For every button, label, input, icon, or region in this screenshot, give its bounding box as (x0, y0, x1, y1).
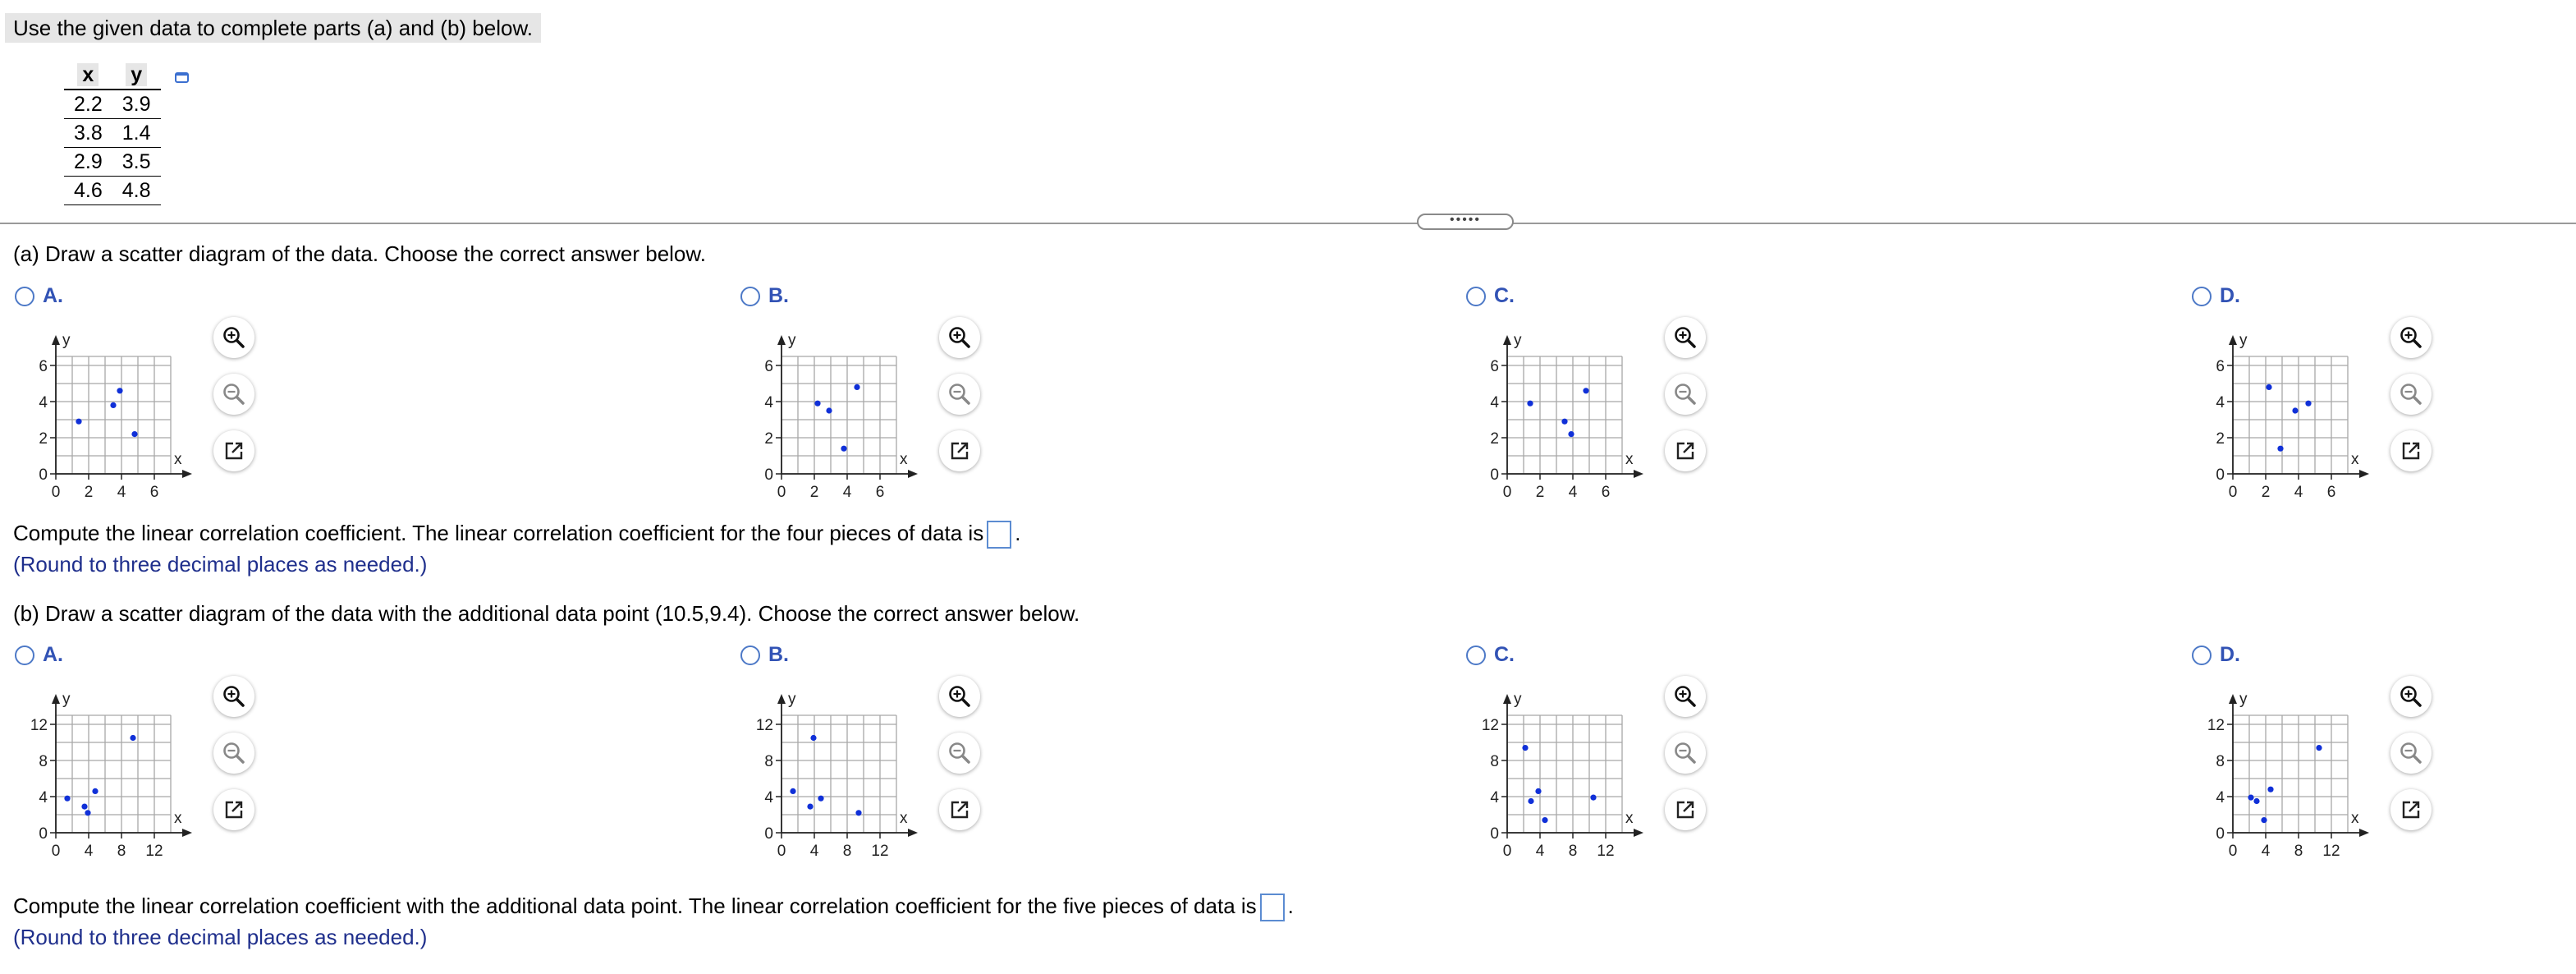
x-axis-arrow (182, 470, 192, 478)
answer-option-a-a[interactable] (15, 284, 261, 518)
scatter-plot-b-b (740, 676, 946, 865)
open-graph-button[interactable] (939, 789, 980, 830)
open-graph-button[interactable] (1665, 789, 1706, 830)
open-graph-button[interactable] (2390, 789, 2432, 830)
x-tick-label: 0 (2228, 484, 2238, 501)
y-tick-label: 4 (2216, 789, 2225, 806)
part-b-compute-text (13, 894, 1294, 921)
zoom-out-button[interactable] (213, 733, 254, 774)
data-point (2305, 401, 2311, 407)
x-axis-arrow (1634, 829, 1643, 837)
y-axis-label: y (62, 691, 71, 708)
y-tick-label: 0 (2216, 466, 2225, 484)
option-radio-button[interactable] (740, 646, 760, 665)
y-tick-label: 0 (39, 825, 48, 843)
answer-option-b-b[interactable] (740, 643, 987, 877)
data-point (818, 796, 823, 802)
external-link-icon (1673, 797, 1698, 822)
x-tick-label: 0 (777, 843, 786, 860)
zoom-out-button[interactable] (1665, 733, 1706, 774)
option-header[interactable] (1466, 284, 1712, 308)
x-axis-label: x (174, 451, 182, 468)
x-axis-arrow (1634, 470, 1643, 478)
zoom-in-icon (947, 325, 972, 350)
zoom-out-icon (222, 382, 246, 407)
x-tick-label: 4 (1568, 484, 1578, 501)
answer-option-a-b[interactable] (740, 284, 987, 518)
zoom-in-icon (2399, 325, 2423, 350)
zoom-in-button[interactable] (939, 676, 980, 717)
data-point (2292, 407, 2298, 413)
y-tick-label: 8 (1490, 753, 1499, 770)
x-tick-label: 2 (809, 484, 819, 501)
option-header[interactable] (740, 643, 987, 667)
data-point (110, 402, 116, 408)
answer-option-a-d[interactable] (2192, 284, 2438, 518)
external-link-icon (222, 797, 246, 822)
part-a-answer-input[interactable] (987, 521, 1011, 549)
zoom-in-icon (222, 684, 246, 709)
zoom-out-icon (2399, 382, 2423, 407)
y-tick-label: 2 (764, 430, 773, 448)
x-axis-label: x (900, 810, 908, 827)
x-tick-label: 2 (2261, 484, 2271, 501)
y-tick-label: 6 (764, 358, 773, 375)
y-axis-label: y (1514, 691, 1522, 708)
open-graph-button[interactable] (213, 789, 254, 830)
data-point (81, 804, 87, 810)
open-graph-button[interactable] (2390, 430, 2432, 471)
zoom-out-icon (222, 741, 246, 765)
part-a-compute-text (13, 521, 1020, 549)
data-point (2316, 745, 2322, 751)
x-tick-label: 4 (84, 843, 94, 860)
y-tick-label: 4 (39, 789, 48, 806)
data-point (855, 810, 861, 815)
option-header[interactable] (15, 284, 261, 308)
data-point (76, 419, 81, 425)
open-graph-button[interactable] (1665, 430, 1706, 471)
x-axis-label: x (174, 810, 182, 827)
part-b-compute-label: Compute the linear correlation coefficient with the additional data point. The linear correlation coefficient for the five pieces of data is (13, 894, 1257, 918)
option-letter: B. (768, 643, 789, 666)
option-radio-button[interactable] (2192, 646, 2212, 665)
y-tick-label: 12 (30, 717, 48, 734)
table-cell: 3.8 (64, 119, 112, 148)
x-tick-label: 4 (117, 484, 126, 501)
y-axis-label: y (788, 332, 796, 349)
data-point (2277, 446, 2283, 452)
data-table (64, 61, 161, 205)
zoom-out-button[interactable] (939, 374, 980, 415)
zoom-out-icon (947, 741, 972, 765)
data-point (1568, 431, 1574, 437)
table-row (64, 90, 161, 119)
zoom-in-button[interactable] (1665, 676, 1706, 717)
y-tick-label: 0 (1490, 825, 1499, 843)
data-point (2248, 795, 2253, 801)
x-tick-label: 4 (842, 484, 852, 501)
option-header[interactable] (15, 643, 261, 667)
x-tick-label: 6 (149, 484, 159, 501)
zoom-out-icon (2399, 741, 2423, 765)
scatter-plot-b-c (1466, 676, 1671, 865)
scatter-plot-b-d (2192, 676, 2397, 865)
y-tick-label: 12 (1481, 717, 1499, 734)
x-tick-label: 0 (1502, 484, 1512, 501)
data-point (64, 796, 70, 802)
option-header[interactable] (740, 284, 987, 308)
x-tick-label: 6 (1601, 484, 1611, 501)
zoom-out-button[interactable] (1665, 374, 1706, 415)
zoom-in-button[interactable] (213, 317, 254, 358)
y-tick-label: 4 (1490, 394, 1499, 411)
table-cell: 4.6 (64, 177, 112, 205)
y-tick-label: 4 (764, 789, 773, 806)
option-header[interactable] (2192, 643, 2438, 667)
data-point (1590, 795, 1596, 801)
table-header-x: x (64, 61, 112, 90)
copy-data-icon[interactable] (172, 67, 194, 89)
zoom-out-icon (1673, 741, 1698, 765)
x-tick-label: 4 (2294, 484, 2303, 501)
data-point (854, 384, 859, 390)
x-tick-label: 6 (875, 484, 885, 501)
x-tick-label: 12 (145, 843, 163, 860)
y-axis-arrow (2229, 335, 2237, 345)
option-letter: A. (43, 643, 63, 666)
zoom-in-button[interactable] (1665, 317, 1706, 358)
y-axis-arrow (777, 335, 786, 345)
table-row (64, 148, 161, 177)
option-header[interactable] (2192, 284, 2438, 308)
y-tick-label: 4 (39, 394, 48, 411)
table-cell: 2.2 (64, 90, 112, 119)
part-b-prompt: (b) Draw a scatter diagram of the data with the additional data point (10.5,9.4). Choose the correct answer below. (13, 601, 1080, 626)
x-tick-label: 4 (2261, 843, 2271, 860)
x-axis-arrow (182, 829, 192, 837)
x-tick-label: 0 (777, 484, 786, 501)
y-tick-label: 4 (1490, 789, 1499, 806)
zoom-in-button[interactable] (939, 317, 980, 358)
x-tick-label: 12 (1597, 843, 1615, 860)
external-link-icon (1673, 439, 1698, 463)
part-a-compute-label: Compute the linear correlation coefficient. The linear correlation coefficient for the four pieces of data is (13, 521, 984, 545)
y-tick-label: 2 (2216, 430, 2225, 448)
x-axis-label: x (1625, 810, 1634, 827)
x-axis-arrow (908, 829, 918, 837)
part-b-answer-input[interactable] (1260, 894, 1285, 921)
x-axis-label: x (1625, 451, 1634, 468)
table-cell: 4.8 (112, 177, 161, 205)
y-tick-label: 6 (2216, 358, 2225, 375)
y-tick-label: 0 (764, 466, 773, 484)
data-point (1535, 788, 1541, 794)
scatter-plot-a-b (740, 317, 946, 506)
scatter-plot-a-d (2192, 317, 2397, 506)
data-point (117, 388, 122, 393)
scatter-plot-b-a (15, 676, 220, 865)
x-tick-label: 4 (1535, 843, 1545, 860)
open-graph-button[interactable] (939, 430, 980, 471)
data-point (92, 788, 98, 794)
x-tick-label: 4 (809, 843, 819, 860)
y-axis-label: y (62, 332, 71, 349)
section-divider (0, 223, 2576, 224)
x-axis-arrow (2359, 470, 2369, 478)
x-tick-label: 8 (1568, 843, 1578, 860)
option-letter: B. (768, 284, 789, 307)
data-point (85, 810, 90, 815)
y-axis-label: y (2239, 332, 2248, 349)
zoom-in-icon (2399, 684, 2423, 709)
x-axis-label: x (900, 451, 908, 468)
y-axis-label: y (788, 691, 796, 708)
zoom-out-button[interactable] (939, 733, 980, 774)
table-header-y: y (112, 61, 161, 90)
data-point (790, 788, 795, 794)
y-axis-label: y (2239, 691, 2248, 708)
y-axis-arrow (52, 335, 60, 345)
zoom-in-button[interactable] (2390, 317, 2432, 358)
part-b-compute-end: . (1287, 894, 1294, 918)
data-point (2253, 798, 2259, 804)
x-tick-label: 12 (2322, 843, 2340, 860)
external-link-icon (222, 439, 246, 463)
part-a-hint: (Round to three decimal places as needed.) (13, 552, 428, 577)
open-graph-button[interactable] (213, 430, 254, 471)
external-link-icon (947, 439, 972, 463)
zoom-out-button[interactable] (213, 374, 254, 415)
x-tick-label: 8 (2294, 843, 2303, 860)
zoom-in-icon (947, 684, 972, 709)
y-tick-label: 4 (764, 394, 773, 411)
data-point (1528, 798, 1533, 804)
data-point (1561, 419, 1567, 425)
y-tick-label: 6 (1490, 358, 1499, 375)
x-tick-label: 0 (51, 843, 61, 860)
data-point (2261, 817, 2267, 823)
y-axis-label: y (1514, 332, 1522, 349)
y-tick-label: 6 (39, 358, 48, 375)
data-point (810, 735, 816, 741)
external-link-icon (2399, 439, 2423, 463)
x-axis-arrow (2359, 829, 2369, 837)
table-cell: 3.9 (112, 90, 161, 119)
data-point (1542, 817, 1547, 823)
option-radio-button[interactable] (2192, 287, 2212, 306)
y-axis-arrow (1503, 335, 1511, 345)
answer-option-b-a[interactable] (15, 643, 261, 877)
table-cell: 2.9 (64, 148, 112, 177)
external-link-icon (2399, 797, 2423, 822)
y-axis-arrow (2229, 694, 2237, 704)
y-tick-label: 0 (2216, 825, 2225, 843)
x-tick-label: 2 (1535, 484, 1545, 501)
data-point (1527, 401, 1533, 407)
x-axis-label: x (2351, 451, 2359, 468)
zoom-in-button[interactable] (213, 676, 254, 717)
y-axis-arrow (777, 694, 786, 704)
data-point (2267, 787, 2273, 793)
y-tick-label: 0 (764, 825, 773, 843)
x-tick-label: 2 (84, 484, 94, 501)
option-letter: A. (43, 284, 63, 307)
table-cell: 1.4 (112, 119, 161, 148)
instruction-text: Use the given data to complete parts (a) and (b) below. (5, 13, 541, 43)
y-tick-label: 8 (764, 753, 773, 770)
x-tick-label: 6 (2326, 484, 2336, 501)
y-tick-label: 2 (39, 430, 48, 448)
data-point (814, 401, 820, 407)
option-header[interactable] (1466, 643, 1712, 667)
x-tick-label: 0 (2228, 843, 2238, 860)
zoom-out-button[interactable] (2390, 733, 2432, 774)
zoom-out-icon (1673, 382, 1698, 407)
data-point (131, 431, 137, 437)
part-b-hint: (Round to three decimal places as needed.) (13, 925, 428, 949)
data-point (807, 804, 813, 810)
y-axis-arrow (1503, 694, 1511, 704)
resize-handle[interactable]: ••••• (1417, 214, 1514, 230)
data-point (1522, 745, 1528, 751)
y-tick-label: 12 (2207, 717, 2225, 734)
option-radio-button[interactable] (15, 646, 34, 665)
answer-option-a-c[interactable] (1466, 284, 1712, 518)
answer-option-b-d[interactable] (2192, 643, 2438, 877)
x-tick-label: 8 (842, 843, 852, 860)
zoom-in-icon (222, 325, 246, 350)
x-tick-label: 0 (1502, 843, 1512, 860)
x-tick-label: 12 (871, 843, 889, 860)
option-letter: D. (2220, 284, 2240, 307)
option-letter: C. (1494, 643, 1515, 666)
table-row (64, 177, 161, 205)
data-point (2266, 384, 2271, 390)
zoom-out-icon (947, 382, 972, 407)
y-tick-label: 8 (2216, 753, 2225, 770)
data-point (826, 407, 832, 413)
scatter-plot-a-a (15, 317, 220, 506)
y-tick-label: 2 (1490, 430, 1499, 448)
data-point (130, 735, 135, 741)
zoom-in-icon (1673, 684, 1698, 709)
x-tick-label: 8 (117, 843, 126, 860)
answer-option-b-c[interactable] (1466, 643, 1712, 877)
data-point (841, 446, 846, 452)
y-tick-label: 8 (39, 753, 48, 770)
external-link-icon (947, 797, 972, 822)
y-tick-label: 12 (755, 717, 773, 734)
zoom-out-button[interactable] (2390, 374, 2432, 415)
part-a-prompt: (a) Draw a scatter diagram of the data. Choose the correct answer below. (13, 241, 706, 266)
table-header-row (64, 61, 161, 90)
table-cell: 3.5 (112, 148, 161, 177)
y-axis-arrow (52, 694, 60, 704)
part-a-compute-end: . (1015, 521, 1021, 545)
x-axis-arrow (908, 470, 918, 478)
option-radio-button[interactable] (15, 287, 34, 306)
table-row (64, 119, 161, 148)
y-tick-label: 4 (2216, 394, 2225, 411)
x-axis-label: x (2351, 810, 2359, 827)
y-tick-label: 0 (39, 466, 48, 484)
option-radio-button[interactable] (1466, 646, 1486, 665)
data-point (1583, 388, 1588, 393)
option-radio-button[interactable] (740, 287, 760, 306)
option-letter: C. (1494, 284, 1515, 307)
zoom-in-icon (1673, 325, 1698, 350)
zoom-in-button[interactable] (2390, 676, 2432, 717)
scatter-plot-a-c (1466, 317, 1671, 506)
y-tick-label: 0 (1490, 466, 1499, 484)
option-letter: D. (2220, 643, 2240, 666)
x-tick-label: 0 (51, 484, 61, 501)
option-radio-button[interactable] (1466, 287, 1486, 306)
